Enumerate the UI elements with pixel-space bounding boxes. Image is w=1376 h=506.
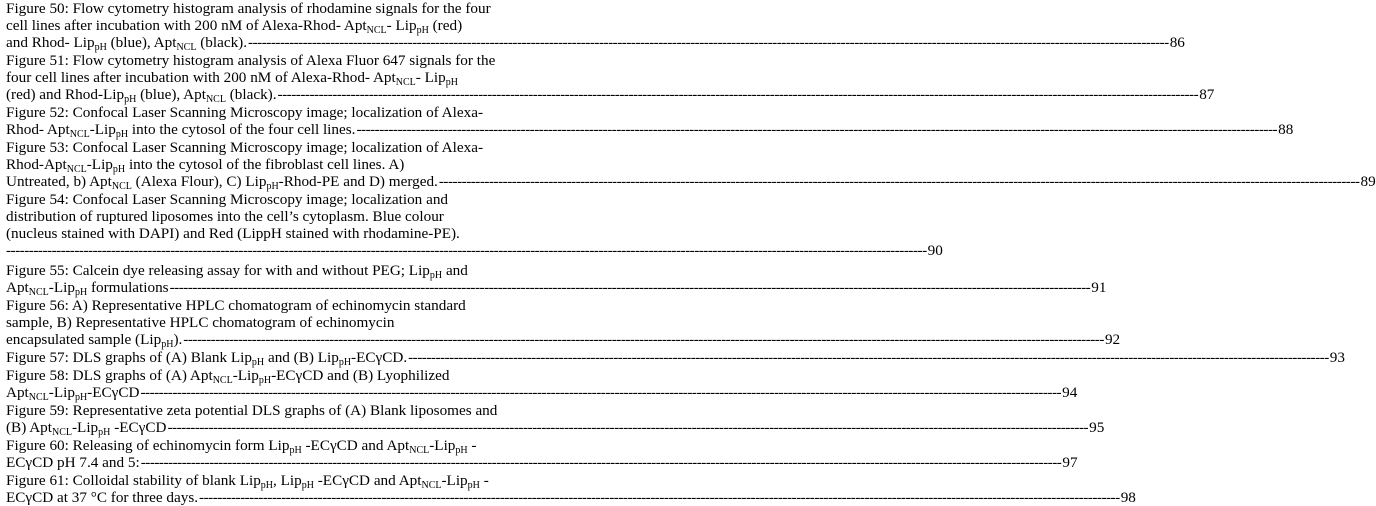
leader-dots xyxy=(278,86,1199,103)
figure-50-line-2: cell lines after incubation with 200 nM of Alexa-Rhod- Apt$_{NCL}$- Lip$_{pH}$ (red) xyxy=(6,17,463,36)
figure-52-line-2: Rhod- Apt$_{NCL}$-Lip$_{pH}$ into the cytosol of the four cell lines. ----- 88 xyxy=(6,121,468,140)
leader-dots xyxy=(183,331,1104,348)
leader-dots xyxy=(356,121,1277,138)
leader-dots xyxy=(248,34,1169,51)
figure-60-page-number: 97 xyxy=(1062,454,1078,471)
figure-51-line-1: Figure 51: Flow cytometry histogram analysis of Alexa Fluor 647 signals for the xyxy=(6,52,496,69)
figure-58-line-2: Apt$_{NCL}$-Lip$_{pH}$-ECγCD ----- 94 xyxy=(6,384,468,403)
figure-59-line-2: (B) Apt$_{NCL}$-Lip$_{pH}$ -ECγCD ----- 95 xyxy=(6,419,468,438)
figure-55-line-1: Figure 55: Calcein dye releasing assay for with and without PEG; Lip$_{pH}$ and xyxy=(6,262,468,281)
figure-54-page-number: 90 xyxy=(927,242,943,259)
figure-58-page-number: 94 xyxy=(1062,384,1078,401)
leader-dots xyxy=(439,173,1360,190)
figure-60-line-1: Figure 60: Releasing of echinomycin form Lip$_{pH}$ -ECγCD and Apt$_{NCL}$-Lip$_{pH}$ - xyxy=(6,437,477,456)
figure-57-line-1: Figure 57: DLS graphs of (A) Blank Lip$_{pH}$ and (B) Lip$_{pH}$-ECγCD. ----- 93 xyxy=(6,349,468,368)
figure-51-page-number: 87 xyxy=(1199,86,1215,103)
figure-54-line-4 xyxy=(6,242,943,259)
figure-53-line-3: Untreated, b) Apt$_{NCL}$ (Alexa Flour), C) Lip$_{pH}$-Rhod-PE and D) merged. ----- 89 xyxy=(6,173,468,192)
figure-56-line-2: sample, B) Representative HPLC chomatogram of echinomycin xyxy=(6,314,395,331)
leader-dots xyxy=(170,279,1091,296)
leader-dots xyxy=(408,349,1329,366)
figure-52-line-1: Figure 52: Confocal Laser Scanning Microscopy image; localization of Alexa- xyxy=(6,104,484,121)
leader-dots xyxy=(199,489,1120,506)
figure-53-page-number: 89 xyxy=(1360,173,1376,190)
figure-56-page-number: 92 xyxy=(1104,331,1121,348)
figure-61-page-number: 98 xyxy=(1120,489,1136,506)
figure-61-line-1: Figure 61: Colloidal stability of blank Lip$_{pH}$, Lip$_{pH}$ -ECγCD and Apt$_{NCL}$-Lip$_{pH}$ - xyxy=(6,472,489,491)
figure-53-line-2: Rhod-Apt$_{NCL}$-Lip$_{pH}$ into the cytosol of the fibroblast cell lines. A) xyxy=(6,156,405,175)
figure-53-line-1: Figure 53: Confocal Laser Scanning Microscopy image; localization of Alexa- xyxy=(6,139,484,156)
figure-57-page-number: 93 xyxy=(1329,349,1345,366)
figure-56-line-1: Figure 56: A) Representative HPLC chomatogram of echinomycin standard xyxy=(6,297,466,314)
figure-50-line-1: Figure 50: Flow cytometry histogram analysis of rhodamine signals for the four xyxy=(6,0,491,17)
figure-54-line-3: (nucleus stained with DAPI) and Red (LippH stained with rhodamine-PE). xyxy=(6,225,460,242)
figure-55-page-number: 91 xyxy=(1091,279,1107,296)
figure-51-line-3: (red) and Rhod-Lip$_{pH}$ (blue), Apt$_{NCL}$ (black). ----- 87 xyxy=(6,86,468,105)
figure-54-line-2: distribution of ruptured liposomes into the cell’s cytoplasm. Blue colour xyxy=(6,208,444,225)
figure-55-line-2: Apt$_{NCL}$-Lip$_{pH}$ formulations ----- 91 xyxy=(6,279,468,298)
figure-54-line-1: Figure 54: Confocal Laser Scanning Microscopy image; localization and xyxy=(6,191,449,208)
leader-dots xyxy=(167,419,1088,436)
figure-52-page-number: 88 xyxy=(1278,121,1294,138)
leader-dots xyxy=(141,454,1062,471)
figure-61-line-2: ECγCD at 37 °C for three days. ----- 98 xyxy=(6,489,468,506)
leader-dots xyxy=(6,242,927,259)
figure-50-line-3: and Rhod- Lip$_{pH}$ (blue), Apt$_{NCL}$ (black). ----- 86 xyxy=(6,34,468,53)
figure-60-line-2: ECγCD pH 7.4 and 5: ----- 97 xyxy=(6,454,468,471)
figure-51-line-2: four cell lines after incubation with 200 nM of Alexa-Rhod- Apt$_{NCL}$- Lip$_{pH}$ xyxy=(6,69,458,88)
leader-dots xyxy=(140,384,1061,401)
figure-56-line-3: encapsulated sample (Lip$_{pH}$). ----- 92 xyxy=(6,331,468,350)
figure-59-line-1: Figure 59: Representative zeta potential DLS graphs of (A) Blank liposomes and xyxy=(6,402,498,419)
figure-50-page-number: 86 xyxy=(1169,34,1185,51)
figure-59-page-number: 95 xyxy=(1089,419,1105,436)
figure-58-line-1: Figure 58: DLS graphs of (A) Apt$_{NCL}$-Lip$_{pH}$-ECγCD and (B) Lyophilized xyxy=(6,367,450,386)
